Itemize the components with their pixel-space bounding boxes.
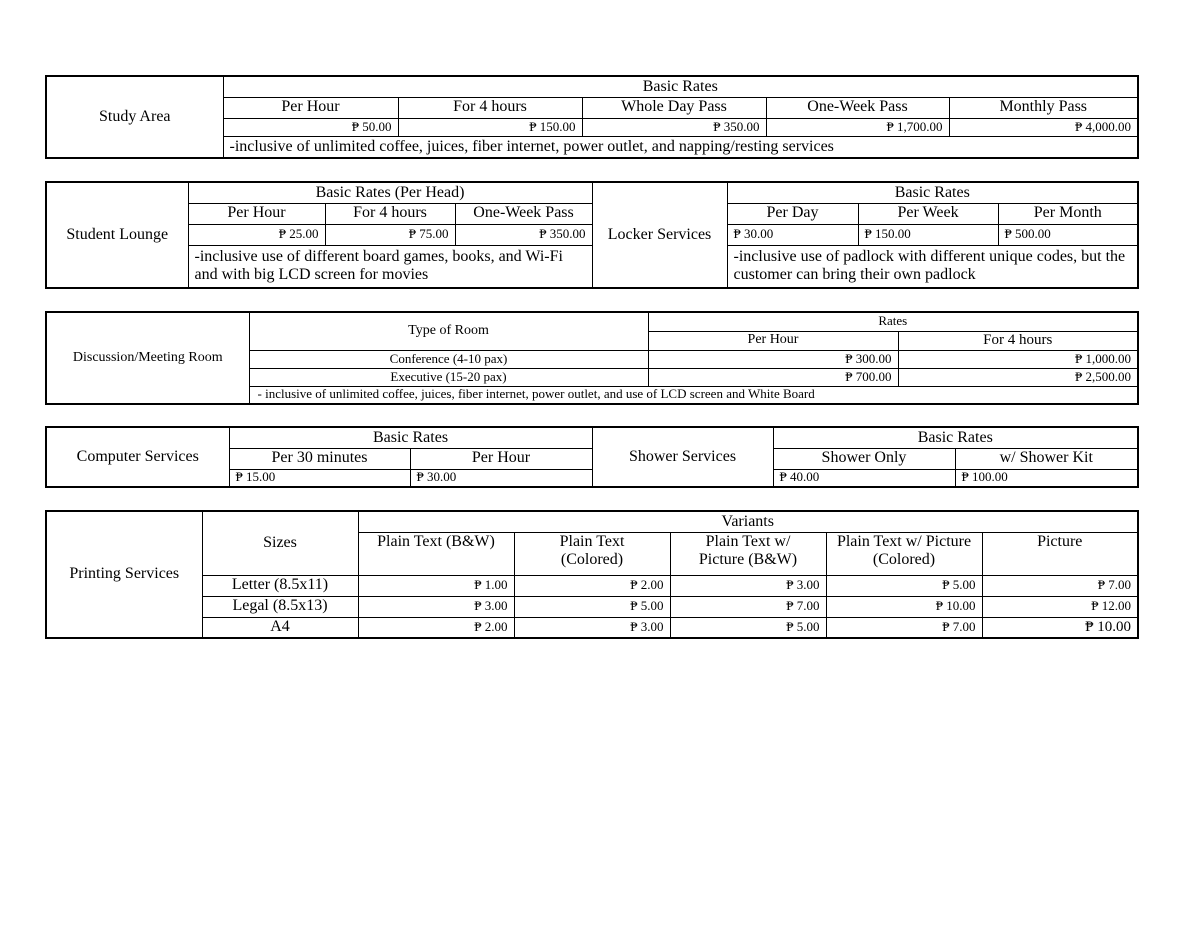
discussion-room-table [45, 311, 1139, 405]
sizes-header: Sizes [202, 511, 358, 575]
study-area-price: ₱ 150.00 [398, 118, 582, 136]
variant-header: Plain Text w/ Picture (B&W) [670, 532, 826, 575]
variant-header: Plain Text w/ Picture (Colored) [826, 532, 982, 575]
room-price: ₱ 700.00 [648, 368, 898, 386]
study-area-price: ₱ 350.00 [582, 118, 766, 136]
print-price: ₱ 1.00 [358, 575, 514, 596]
print-price: ₱ 7.00 [670, 596, 826, 617]
study-area-header: One-Week Pass [766, 97, 949, 118]
locker-note: -inclusive use of padlock with different unique codes, but the customer can bring their own padlock [727, 245, 1138, 288]
study-area-label: Study Area [46, 76, 223, 158]
study-area-price: ₱ 4,000.00 [949, 118, 1138, 136]
study-area-header: For 4 hours [398, 97, 582, 118]
print-price: ₱ 7.00 [826, 617, 982, 638]
locker-header: Per Month [998, 203, 1138, 224]
room-type-header: Type of Room [249, 312, 648, 350]
locker-header: Per Week [858, 203, 998, 224]
variant-header: Plain Text (Colored) [514, 532, 670, 575]
rate-header-per-hour: Per Hour [648, 331, 898, 350]
student-lounge-label: Student Lounge [46, 182, 188, 288]
discussion-room-label: Discussion/Meeting Room [46, 312, 249, 404]
variant-header: Picture [982, 532, 1138, 575]
computer-header: Per 30 minutes [229, 448, 410, 469]
print-size: Legal (8.5x13) [202, 596, 358, 617]
locker-price: ₱ 150.00 [858, 224, 998, 245]
printing-services-table [45, 510, 1139, 639]
print-price: ₱ 5.00 [826, 575, 982, 596]
print-size: Letter (8.5x11) [202, 575, 358, 596]
student-lounge-header: One-Week Pass [455, 203, 592, 224]
study-area-header: Per Hour [223, 97, 398, 118]
discussion-room-note: - inclusive of unlimited coffee, juices, fiber internet, power outlet, and use of LCD screen and White Board [249, 386, 1138, 404]
print-price: ₱ 5.00 [514, 596, 670, 617]
variant-header: Plain Text (B&W) [358, 532, 514, 575]
study-area-note: -inclusive of unlimited coffee, juices, fiber internet, power outlet, and napping/resting services [223, 136, 1138, 158]
computer-shower-table [45, 426, 1139, 488]
student-lounge-note: -inclusive use of different board games, books, and Wi-Fi and with big LCD screen for movies [188, 245, 592, 288]
study-area-table [45, 75, 1139, 159]
print-size: A4 [202, 617, 358, 638]
printing-services-label: Printing Services [46, 511, 202, 638]
computer-header: Per Hour [410, 448, 592, 469]
study-area-price: ₱ 50.00 [223, 118, 398, 136]
computer-price: ₱ 30.00 [410, 469, 592, 487]
print-price: ₱ 10.00 [982, 617, 1138, 638]
print-price: ₱ 3.00 [514, 617, 670, 638]
print-price: ₱ 2.00 [514, 575, 670, 596]
shower-group-header: Basic Rates [773, 427, 1138, 448]
computer-services-label: Computer Services [46, 427, 229, 487]
student-lounge-header: Per Hour [188, 203, 325, 224]
computer-group-header: Basic Rates [229, 427, 592, 448]
computer-price: ₱ 15.00 [229, 469, 410, 487]
room-price: ₱ 2,500.00 [898, 368, 1138, 386]
shower-price: ₱ 40.00 [773, 469, 955, 487]
lounge-locker-table [45, 181, 1139, 289]
print-price: ₱ 7.00 [982, 575, 1138, 596]
locker-group-header: Basic Rates [727, 182, 1138, 203]
rate-header-four-hours: For 4 hours [898, 331, 1138, 350]
print-price: ₱ 3.00 [670, 575, 826, 596]
locker-price: ₱ 30.00 [727, 224, 858, 245]
student-lounge-price: ₱ 25.00 [188, 224, 325, 245]
print-price: ₱ 2.00 [358, 617, 514, 638]
print-price: ₱ 12.00 [982, 596, 1138, 617]
locker-price: ₱ 500.00 [998, 224, 1138, 245]
study-area-header: Monthly Pass [949, 97, 1138, 118]
variants-header: Variants [358, 511, 1138, 532]
print-price: ₱ 5.00 [670, 617, 826, 638]
student-lounge-header: For 4 hours [325, 203, 455, 224]
student-lounge-group-header: Basic Rates (Per Head) [188, 182, 592, 203]
study-area-price: ₱ 1,700.00 [766, 118, 949, 136]
shower-price: ₱ 100.00 [955, 469, 1138, 487]
student-lounge-price: ₱ 350.00 [455, 224, 592, 245]
rates-header: Rates [648, 312, 1138, 331]
shower-services-label: Shower Services [592, 427, 773, 487]
shower-header: Shower Only [773, 448, 955, 469]
room-price: ₱ 300.00 [648, 350, 898, 368]
locker-services-label: Locker Services [592, 182, 727, 288]
room-type: Executive (15-20 pax) [249, 368, 648, 386]
print-price: ₱ 3.00 [358, 596, 514, 617]
print-price: ₱ 10.00 [826, 596, 982, 617]
room-price: ₱ 1,000.00 [898, 350, 1138, 368]
study-area-header: Whole Day Pass [582, 97, 766, 118]
room-type: Conference (4-10 pax) [249, 350, 648, 368]
locker-header: Per Day [727, 203, 858, 224]
shower-header: w/ Shower Kit [955, 448, 1138, 469]
student-lounge-price: ₱ 75.00 [325, 224, 455, 245]
study-area-group-header: Basic Rates [223, 76, 1138, 97]
